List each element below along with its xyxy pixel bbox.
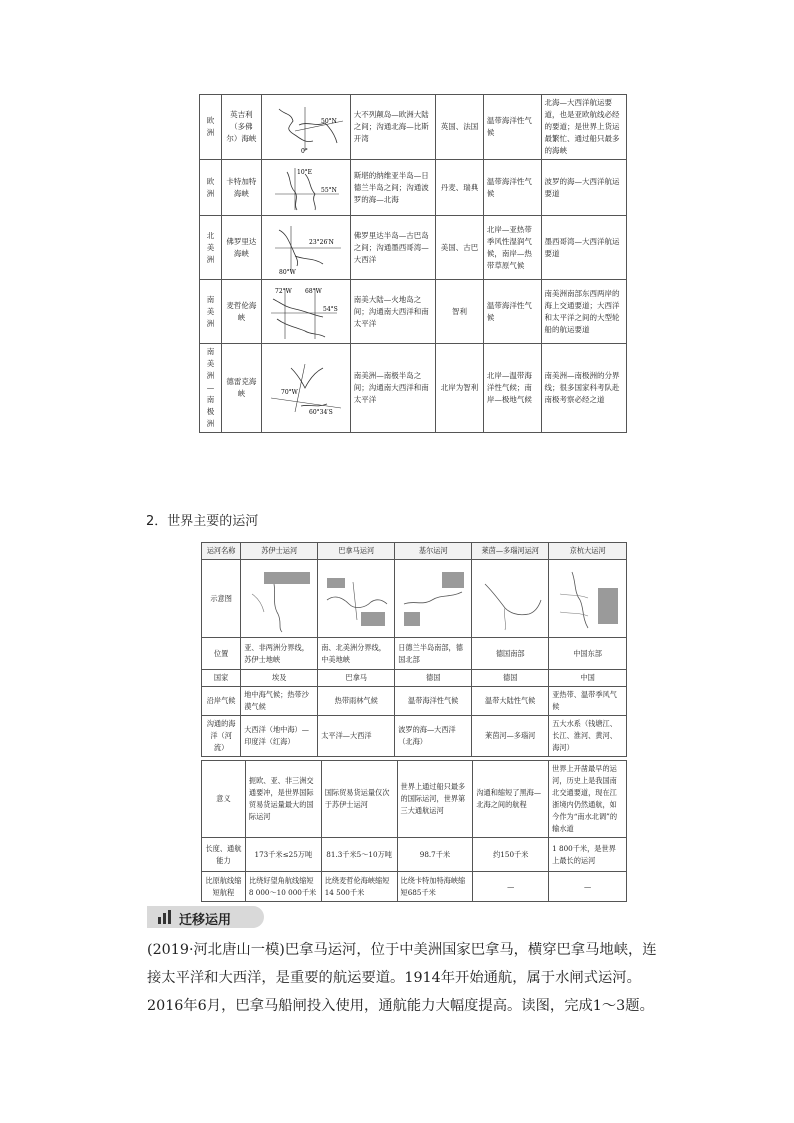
table-cell: 德国 bbox=[395, 670, 472, 687]
map-label: 0° bbox=[300, 148, 308, 155]
table-cell: 温带大陆性气候 bbox=[472, 687, 549, 716]
table-row bbox=[202, 638, 627, 670]
table-cell: 比绕卡特加特海峡缩短685千米 bbox=[397, 872, 473, 902]
map-label: 60°34′S bbox=[308, 409, 333, 416]
significance-cell: 波罗的海—大西洋航运要道 bbox=[541, 160, 626, 216]
climate-cell: 北岸—亚热带季风性湿润气候，南岸—热带草原气候 bbox=[483, 216, 541, 280]
table-cell: 81.3千米5～10万吨 bbox=[321, 838, 397, 872]
table-row bbox=[200, 216, 627, 280]
table-cell: 世界上开凿最早的运河，历史上是我国南北交通要道，现在江浙境内仍然通航，如今作为“南水北调”的输水道 bbox=[549, 761, 627, 838]
table-cell: 世界上通过船只最多的国际运河，世界第三大通航运河 bbox=[397, 761, 473, 838]
countries-cell: 智利 bbox=[436, 280, 484, 344]
table-cell: — bbox=[549, 872, 627, 902]
table-cell: 1 800千米，是世界上最长的运河 bbox=[549, 838, 627, 872]
strait-name-cell: 麦哲伦海峡 bbox=[221, 280, 261, 344]
table-cell: 98.7千米 bbox=[397, 838, 473, 872]
table-row bbox=[202, 687, 627, 716]
strait-map-cell bbox=[261, 160, 350, 216]
table-cell: — bbox=[473, 872, 549, 902]
table-cell: 沟通和缩短了黑海—北海之间的航程 bbox=[473, 761, 549, 838]
table-row bbox=[202, 872, 627, 902]
table-cell: 埃及 bbox=[241, 670, 318, 687]
header-cell: 运河名称 bbox=[202, 543, 241, 560]
table-cell: 173千米≤25万吨 bbox=[245, 838, 321, 872]
table-cell: 莱茵河—多瑙河 bbox=[472, 716, 549, 757]
countries-cell: 美国、古巴 bbox=[436, 216, 484, 280]
strait-name-cell: 佛罗里达海峡 bbox=[221, 216, 261, 280]
table-row bbox=[202, 716, 627, 757]
table-row bbox=[202, 761, 627, 838]
strait-map-cell bbox=[261, 344, 350, 433]
table-cell: 五大水系（钱塘江、长江、淮河、黄河、海河） bbox=[549, 716, 627, 757]
significance-cell: 北海—大西洋航运要道，也是亚欧航线必经的要道；是世界上货运最繁忙、通过船只最多的海峡 bbox=[541, 95, 626, 160]
table-cell: 亚热带、温带季风气候 bbox=[549, 687, 627, 716]
canal-map-kiel bbox=[398, 564, 468, 634]
countries-cell: 英国、法国 bbox=[436, 95, 484, 160]
header-cell: 苏伊士运河 bbox=[241, 543, 318, 560]
map-label: 72°W bbox=[274, 287, 292, 295]
canal-map-cell bbox=[318, 560, 395, 638]
table-cell: 德国 bbox=[472, 670, 549, 687]
table-row bbox=[202, 560, 627, 638]
countries-cell: 丹麦、瑞典 bbox=[436, 160, 484, 216]
strait-map-cell bbox=[261, 280, 350, 344]
table-cell: 南、北美洲分界线，中美地峡 bbox=[318, 638, 395, 670]
row-label-cell: 位置 bbox=[202, 638, 241, 670]
table-cell: 太平洋—大西洋 bbox=[318, 716, 395, 757]
canal-map-cell bbox=[241, 560, 318, 638]
table-cell: 中国东部 bbox=[549, 638, 627, 670]
table-cell: 比绕麦哲伦海峡缩短14 500千米 bbox=[321, 872, 397, 902]
significance-cell: 墨西哥湾—大西洋航运要道 bbox=[541, 216, 626, 280]
header-cell: 基尔运河 bbox=[395, 543, 472, 560]
canal-map-cell bbox=[472, 560, 549, 638]
canal-map-cell bbox=[395, 560, 472, 638]
continent-cell: 北美洲 bbox=[200, 216, 222, 280]
table-header-row bbox=[202, 543, 627, 560]
map-label: 50°N bbox=[320, 118, 337, 125]
location-cell: 大不列颠岛—欧洲大陆之间；沟通北海—比斯开湾 bbox=[350, 95, 435, 160]
canals-table bbox=[201, 542, 627, 757]
canal-map-panama bbox=[321, 564, 391, 634]
strait-name-cell: 卡特加特海峡 bbox=[221, 160, 261, 216]
location-cell: 南美洲—南极半岛之间；沟通南大西洋和南太平洋 bbox=[350, 344, 435, 433]
table-cell: 地中海气候；热带沙漠气候 bbox=[241, 687, 318, 716]
table-cell: 德国南部 bbox=[472, 638, 549, 670]
canal-map-suez bbox=[244, 564, 314, 634]
table-cell: 大西洋（地中海）—印度洋（红海） bbox=[241, 716, 318, 757]
table-row bbox=[202, 838, 627, 872]
table-cell: 波罗的海—大西洋（北海） bbox=[395, 716, 472, 757]
strait-map-english-channel bbox=[265, 99, 347, 155]
row-label-cell: 示意图 bbox=[202, 560, 241, 638]
table-row bbox=[200, 344, 627, 433]
row-label-cell: 意义 bbox=[202, 761, 246, 838]
climate-cell: 温带海洋性气候 bbox=[483, 95, 541, 160]
table-cell: 国际贸易货运量仅次于苏伊士运河 bbox=[321, 761, 397, 838]
table-cell: 温带海洋性气候 bbox=[395, 687, 472, 716]
row-label-cell: 沿岸气候 bbox=[202, 687, 241, 716]
table-row bbox=[200, 280, 627, 344]
header-cell: 京杭大运河 bbox=[549, 543, 627, 560]
section-title: 2．世界主要的运河 bbox=[146, 514, 259, 529]
table-cell: 约150千米 bbox=[473, 838, 549, 872]
strait-map-drake bbox=[265, 360, 347, 416]
practice-paragraph: (2019·河北唐山一模)巴拿马运河，位于中美洲国家巴拿马，横穿巴拿马地峡，连接太平洋和大西洋，是重要的航运要道。1914年开始通航，属于水闸式运河。2016年6月，巴拿马船闸投入使用，通航能力大幅度提高。读图，完成1～3题。 bbox=[147, 942, 657, 1014]
canals-table-continued bbox=[201, 760, 627, 902]
countries-cell: 北岸为智利 bbox=[436, 344, 484, 433]
strait-map-florida bbox=[265, 220, 347, 276]
practice-banner bbox=[147, 906, 264, 928]
banner-label: 迁移运用 bbox=[179, 913, 232, 928]
continent-cell: 欧洲 bbox=[200, 95, 222, 160]
climate-cell: 温带海洋性气候 bbox=[483, 160, 541, 216]
canal-map-grand-canal bbox=[552, 564, 622, 634]
row-label-cell: 长度、通航能力 bbox=[202, 838, 246, 872]
map-label: 70°W bbox=[280, 389, 298, 396]
climate-cell: 北岸—温带海洋性气候；南岸—极地气候 bbox=[483, 344, 541, 433]
row-label-cell: 沟通的海洋（河流） bbox=[202, 716, 241, 757]
canal-map-rhine-danube bbox=[475, 564, 545, 634]
continent-cell: 南美洲—南极洲 bbox=[200, 344, 222, 433]
table-cell: 中国 bbox=[549, 670, 627, 687]
map-label: 54°S bbox=[322, 305, 338, 313]
strait-map-cell bbox=[261, 95, 350, 160]
table-cell: 扼欧、亚、非三洲交通要冲，是世界国际贸易货运量最大的国际运河 bbox=[245, 761, 321, 838]
table-row bbox=[200, 95, 627, 160]
row-label-cell: 比原航线缩短航程 bbox=[202, 872, 246, 902]
map-label: 68°W bbox=[304, 287, 322, 295]
table-cell: 亚、非两洲分界线，苏伊士地峡 bbox=[241, 638, 318, 670]
table-row bbox=[200, 160, 627, 216]
strait-name-cell: 德雷克海峡 bbox=[221, 344, 261, 433]
strait-map-cell bbox=[261, 216, 350, 280]
location-cell: 佛罗里达半岛—古巴岛之间；沟通墨西哥湾—大西洋 bbox=[350, 216, 435, 280]
continent-cell: 欧洲 bbox=[200, 160, 222, 216]
strait-name-cell: 英吉利（多佛尔）海峡 bbox=[221, 95, 261, 160]
straits-table bbox=[199, 94, 627, 433]
table-cell: 巴拿马 bbox=[318, 670, 395, 687]
climate-cell: 温带海洋性气候 bbox=[483, 280, 541, 344]
location-cell: 斯堪的纳维亚半岛—日德兰半岛之间；沟通波罗的海—北海 bbox=[350, 160, 435, 216]
continent-cell: 南美洲 bbox=[200, 280, 222, 344]
map-label: 55°N bbox=[320, 186, 337, 194]
row-label-cell: 国家 bbox=[202, 670, 241, 687]
canal-map-cell bbox=[549, 560, 627, 638]
location-cell: 南美大陆—火地岛之间；沟通南大西洋和南太平洋 bbox=[350, 280, 435, 344]
significance-cell: 南美洲南部东西两岸的海上交通要道；大西洋和太平洋之间的大型轮船的航运要道 bbox=[541, 280, 626, 344]
table-row bbox=[202, 670, 627, 687]
table-cell: 比绕好望角航线缩短8 000～10 000千米 bbox=[245, 872, 321, 902]
header-cell: 巴拿马运河 bbox=[318, 543, 395, 560]
table-cell: 日德兰半岛南部，德国北部 bbox=[395, 638, 472, 670]
map-label: 80°W bbox=[278, 268, 296, 276]
strait-map-kattegat bbox=[265, 164, 347, 212]
significance-cell: 南美洲—南极洲的分界线；很多国家科考队赴南极考察必经之道 bbox=[541, 344, 626, 433]
map-label: 23°26′N bbox=[308, 238, 334, 246]
bar-chart-icon bbox=[157, 910, 173, 924]
table-cell: 热带雨林气候 bbox=[318, 687, 395, 716]
strait-map-magellan bbox=[265, 283, 347, 341]
header-cell: 莱茵—多瑙河运河 bbox=[472, 543, 549, 560]
map-label: 10°E bbox=[296, 168, 312, 176]
